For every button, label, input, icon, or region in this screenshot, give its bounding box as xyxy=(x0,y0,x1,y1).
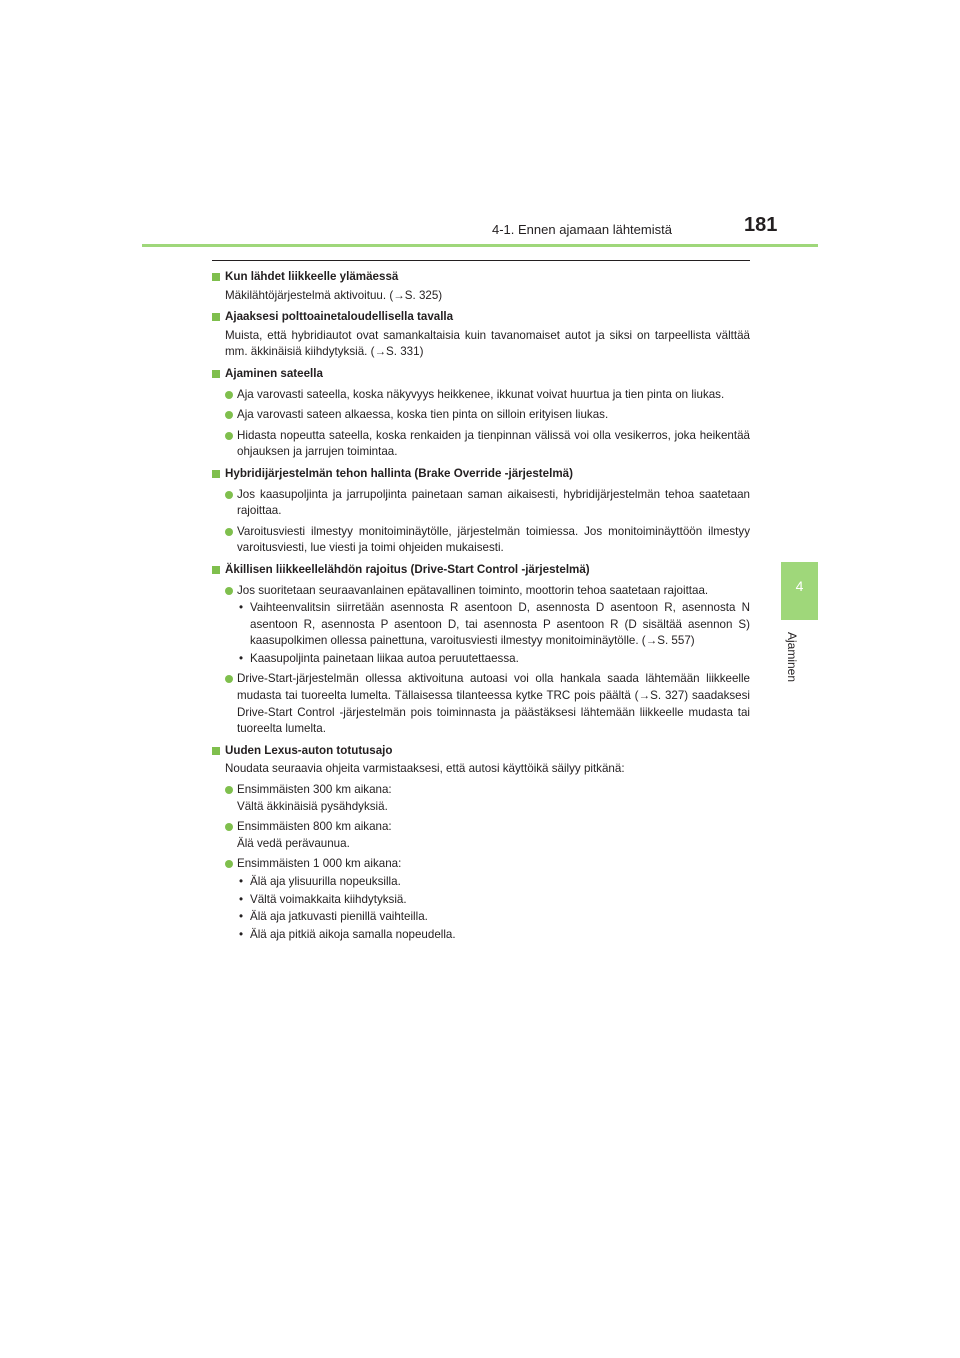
bullet-item xyxy=(212,487,750,520)
header-divider xyxy=(142,244,818,247)
bullet-text: Drive-Start-järjestelmän ollessa aktivoituna autoasi voi olla hankala saada lähtemään liikkeelle mudasta tai tuoreelta lumelta. Tällaisessa tilanteessa kytke TRC pois päältä (→S. 327) saadaksesi Drive-Start Control -järjestelmän pois toiminnasta ja päästäksesi lähtemään liikkeelle mudasta tai tuoreelta lumelta. xyxy=(237,672,750,736)
section-heading xyxy=(212,269,750,286)
content-top-rule xyxy=(212,260,750,261)
round-bullet-icon xyxy=(225,528,233,536)
section-heading-text: Ajaminen sateella xyxy=(225,366,323,380)
sub-bullet-item: • Vältä voimakkaita kiihdytyksiä. xyxy=(212,892,750,909)
paragraph: Noudata seuraavia ohjeita varmistaaksesi, että autosi käyttöikä säilyy pitkänä: xyxy=(225,762,625,776)
sub-bullet-item: • Vaihteenvalitsin siirretään asennosta R asentoon D, asennosta D asentoon R, asennosta N asentoon R, asennosta P asentoon D, tai asennosta P asentoon R (D sisältää asennon S) kaasupolkimen ollessa painettuna, varoitusviesti ilmestyy monitoiminäytölle. (→S. 557) xyxy=(212,600,750,650)
section-heading xyxy=(212,466,750,483)
bullet-item xyxy=(212,856,750,873)
square-bullet-icon xyxy=(212,470,220,478)
bullet-text: Ensimmäisten 300 km aikana: xyxy=(237,783,392,797)
section-header-title: 4-1. Ennen ajamaan lähtemistä xyxy=(492,222,672,237)
round-bullet-icon xyxy=(225,432,233,440)
bullet-item xyxy=(212,819,750,852)
bullet-text: Ensimmäisten 800 km aikana: xyxy=(237,820,392,834)
bullet-text: Jos suoritetaan seuraavanlainen epätavallinen toiminto, moottorin tehoa saatetaan rajoittaa. xyxy=(237,583,709,597)
round-bullet-icon xyxy=(225,860,233,868)
round-bullet-icon xyxy=(225,587,233,595)
sub-bullet-item: • Kaasupoljinta painetaan liikaa autoa peruutettaessa. xyxy=(212,651,750,668)
section-heading-text: Uuden Lexus-auton totutusajo xyxy=(225,743,393,757)
section-heading-text: Ajaaksesi polttoainetaloudellisella tavalla xyxy=(225,310,454,324)
sub-bullet-item: • Älä aja jatkuvasti pienillä vaihteilla. xyxy=(212,909,750,926)
round-bullet-icon xyxy=(225,391,233,399)
bullet-text: Hidasta nopeutta sateella, koska renkaiden ja tienpinnan välissä voi olla vesikerros, joka heikentää ohjauksen ja jarrujen toimintaa. xyxy=(237,428,750,459)
bullet-text-line2: Älä vedä perävaunua. xyxy=(237,836,350,850)
section-heading xyxy=(212,366,750,383)
square-bullet-icon xyxy=(212,566,220,574)
square-bullet-icon xyxy=(212,313,220,321)
paragraph: Muista, että hybridiautot ovat samankaltaisia kuin tavanomaiset autot ja siksi on tarpeellista välttää mm. äkkinäisiä kiihdytyksiä. (→S. 331) xyxy=(225,328,750,359)
chapter-label: Ajaminen xyxy=(785,632,799,683)
chapter-label-box xyxy=(775,632,823,696)
bullet-item xyxy=(212,524,750,557)
chapter-number: 4 xyxy=(795,578,804,594)
bullet-item xyxy=(212,782,750,815)
section-heading-text: Kun lähdet liikkeelle ylämäessä xyxy=(225,270,399,283)
section-heading xyxy=(212,743,750,760)
bullet-text: Jos kaasupoljinta ja jarrupoljinta painetaan saman aikaisesti, hybridijärjestelmän tehoa saatetaan rajoittaa. xyxy=(237,487,750,518)
page-content xyxy=(212,269,750,943)
sub-bullet-item: • Älä aja pitkiä aikoja samalla nopeudella. xyxy=(212,927,750,944)
section-heading-text: Hybridijärjestelmän tehon hallinta (Brake Override -järjestelmä) xyxy=(225,466,573,480)
bullet-text: Varoitusviesti ilmestyy monitoiminäytölle, järjestelmän toimiessa. Jos monitoiminäyttöön ilmestyy varoitusviesti, lue viesti ja toimi ohjeiden mukaisesti. xyxy=(237,524,750,555)
round-bullet-icon xyxy=(225,823,233,831)
section-heading xyxy=(212,309,750,326)
bullet-item xyxy=(212,428,750,461)
section-heading xyxy=(212,562,750,579)
section-heading-text: Äkillisen liikkeellelähdön rajoitus (Drive-Start Control -järjestelmä) xyxy=(225,562,590,576)
round-bullet-icon xyxy=(225,411,233,419)
square-bullet-icon xyxy=(212,747,220,755)
round-bullet-icon xyxy=(225,786,233,794)
bullet-item xyxy=(212,671,750,737)
round-bullet-icon xyxy=(225,491,233,499)
bullet-item xyxy=(212,407,750,424)
square-bullet-icon xyxy=(212,273,220,281)
bullet-item xyxy=(212,583,750,600)
bullet-text: Aja varovasti sateen alkaessa, koska tien pinta on silloin erityisen liukas. xyxy=(237,408,609,422)
bullet-text-line2: Vältä äkkinäisiä pysähdyksiä. xyxy=(237,799,388,813)
round-bullet-icon xyxy=(225,675,233,683)
page-number: 181 xyxy=(744,214,778,236)
paragraph: Mäkilähtöjärjestelmä aktivoituu. (→S. 325) xyxy=(225,288,443,302)
bullet-item xyxy=(212,387,750,404)
bullet-text: Aja varovasti sateella, koska näkyvyys heikkenee, ikkunat voivat huurtua ja tien pinta on liukas. xyxy=(237,387,725,401)
sub-bullet-item: • Älä aja ylisuurilla nopeuksilla. xyxy=(212,874,750,891)
bullet-text: Ensimmäisten 1 000 km aikana: xyxy=(237,857,402,871)
square-bullet-icon xyxy=(212,370,220,378)
